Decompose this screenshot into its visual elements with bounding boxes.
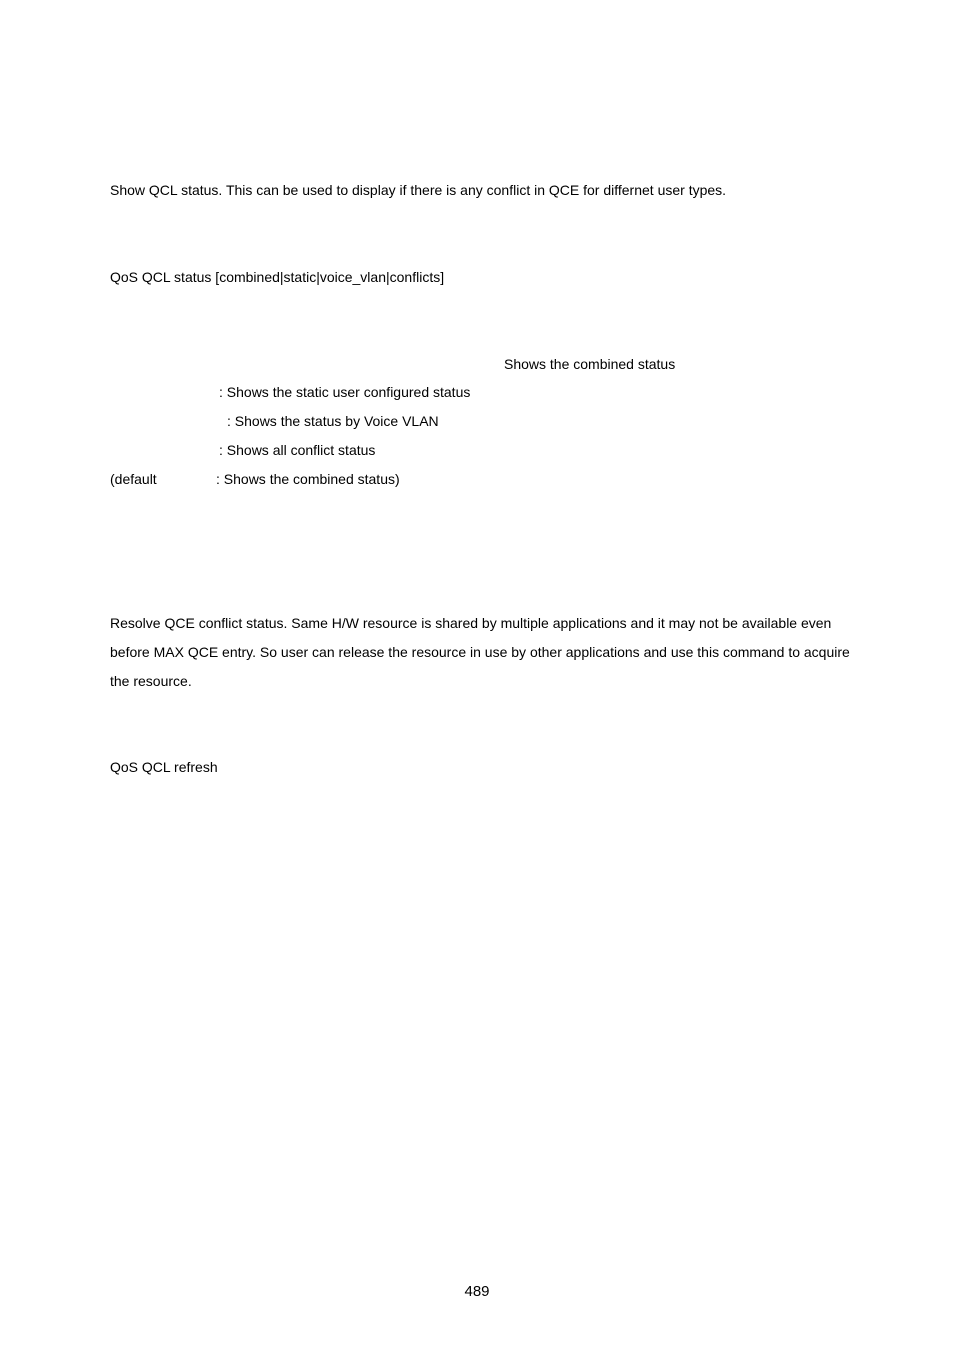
page-number: 489: [464, 1283, 490, 1300]
qcl-refresh-description-line-2: before MAX QCE entry. So user can release the resource in use by other applications and use this command to acquire: [110, 644, 850, 660]
qcl-refresh-description-line-1: Resolve QCE conflict status. Same H/W resource is shared by multiple applications and it may not be available even: [110, 615, 832, 631]
qcl-refresh-description-line-3: the resource.: [110, 673, 192, 689]
param-voice-vlan-description: : Shows the status by Voice VLAN: [227, 413, 439, 429]
qcl-status-syntax: QoS QCL status [combined|static|voice_vlan|conflicts]: [110, 269, 445, 285]
qcl-status-description: Show QCL status. This can be used to display if there is any conflict in QCE for differnet user types.: [110, 182, 727, 198]
param-conflicts-description: : Shows all conflict status: [219, 442, 376, 458]
default-label: (default: [110, 471, 157, 487]
qcl-refresh-syntax: QoS QCL refresh: [110, 759, 218, 775]
param-static-description: : Shows the static user configured status: [219, 384, 471, 400]
default-value: : Shows the combined status): [216, 471, 400, 487]
param-combined-description: Shows the combined status: [504, 356, 676, 372]
